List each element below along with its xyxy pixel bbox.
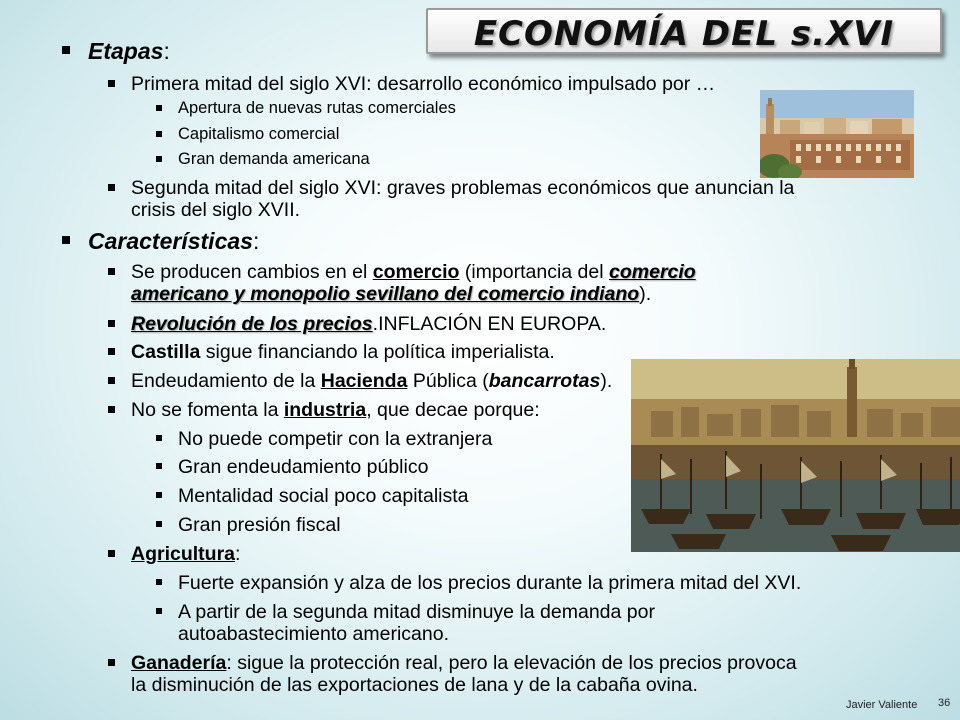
comercio-text-f: ). [639,283,652,305]
hacienda-keyword: Hacienda [320,370,408,392]
hacienda-text-e: ). [600,370,613,392]
agricultura-keyword: Agricultura [131,543,236,565]
slide-title: ECONOMÍA DEL s.XVI [473,14,895,54]
seville-city-photo [760,90,914,178]
revolucion-precios-keyword: Revolución de los precios [131,313,373,335]
industria-text-a: No se fomenta la [131,399,284,421]
square-bullet-icon [108,268,115,275]
sub-item-text: Mentalidad social poco capitalista [178,485,469,507]
segunda-mitad-line2: crisis del siglo XVII. [131,199,301,221]
industria-text-c: , que decae porque: [366,399,540,421]
sub-item-text: Gran presión fiscal [178,514,341,536]
caracteristicas-colon: : [252,228,260,254]
footer-author: Javier Valiente [846,699,918,711]
square-bullet-icon [108,550,115,557]
hacienda-text-c: Pública ( [407,370,489,392]
seville-port-painting [631,359,960,552]
seville-city-illustration [760,90,914,178]
square-bullet-icon [108,406,115,413]
page-number: 36 [938,697,951,709]
square-bullet-icon [156,131,162,137]
etapas-colon: : [163,38,170,64]
agricultura-colon: : [235,543,241,565]
square-bullet-icon [108,377,115,384]
comercio-americano-keyword: comercio [609,261,696,283]
sub-item-text: Capitalismo comercial [178,125,340,143]
square-bullet-icon [156,105,162,111]
comercio-text-a: Se producen cambios en el [131,261,373,283]
square-bullet-icon [156,156,162,162]
square-bullet-icon [108,320,115,327]
sub-item-text: Gran endeudamiento público [178,456,429,478]
bancarrotas-keyword: bancarrotas [488,370,601,392]
comercio-keyword: comercio [372,261,460,283]
sub-item-text: Fuerte expansión y alza de los precios durante la primera mitad del XVI. [178,572,802,594]
square-bullet-icon [156,492,162,498]
etapas-heading: Etapas [88,38,164,64]
sub-item-text-line2: autoabastecimiento americano. [178,623,449,645]
castilla-text: sigue financiando la política imperialista. [200,341,555,363]
ganaderia-text-line2: la disminución de las exportaciones de lana y de la cabaña ovina. [131,674,698,696]
primera-mitad-text: Primera mitad del siglo XVI: desarrollo económico impulsado por … [131,73,716,95]
castilla-keyword: Castilla [131,341,201,363]
square-bullet-icon [62,46,70,54]
caracteristicas-heading: Características [88,228,253,254]
sub-item-text: No puede competir con la extranjera [178,428,493,450]
ganaderia-text: : sigue la protección real, pero la elevación de los precios provoca [226,652,797,674]
comercio-text-c: (importancia del [459,261,610,283]
monopolio-sevillano-keyword: americano y monopolio sevillano del comercio indiano [131,283,640,305]
inflacion-text: .INFLACIÓN EN EUROPA. [372,313,607,335]
sub-item-text: Gran demanda americana [178,150,370,168]
seville-port-illustration [631,359,960,552]
sub-item-text-line1: A partir de la segunda mitad disminuye la demanda por [178,601,655,623]
square-bullet-icon [108,80,115,87]
industria-keyword: industria [283,399,367,421]
sub-item-text: Apertura de nuevas rutas comerciales [178,99,456,117]
square-bullet-icon [108,659,115,666]
square-bullet-icon [156,435,162,441]
square-bullet-icon [108,348,115,355]
title-banner [426,8,942,54]
square-bullet-icon [156,521,162,527]
square-bullet-icon [156,608,162,614]
hacienda-text-a: Endeudamiento de la [131,370,321,392]
square-bullet-icon [156,579,162,585]
square-bullet-icon [108,184,115,191]
segunda-mitad-line1: Segunda mitad del siglo XVI: graves problemas económicos que anuncian la [131,177,795,199]
square-bullet-icon [156,463,162,469]
square-bullet-icon [62,236,70,244]
ganaderia-keyword: Ganadería [131,652,227,674]
